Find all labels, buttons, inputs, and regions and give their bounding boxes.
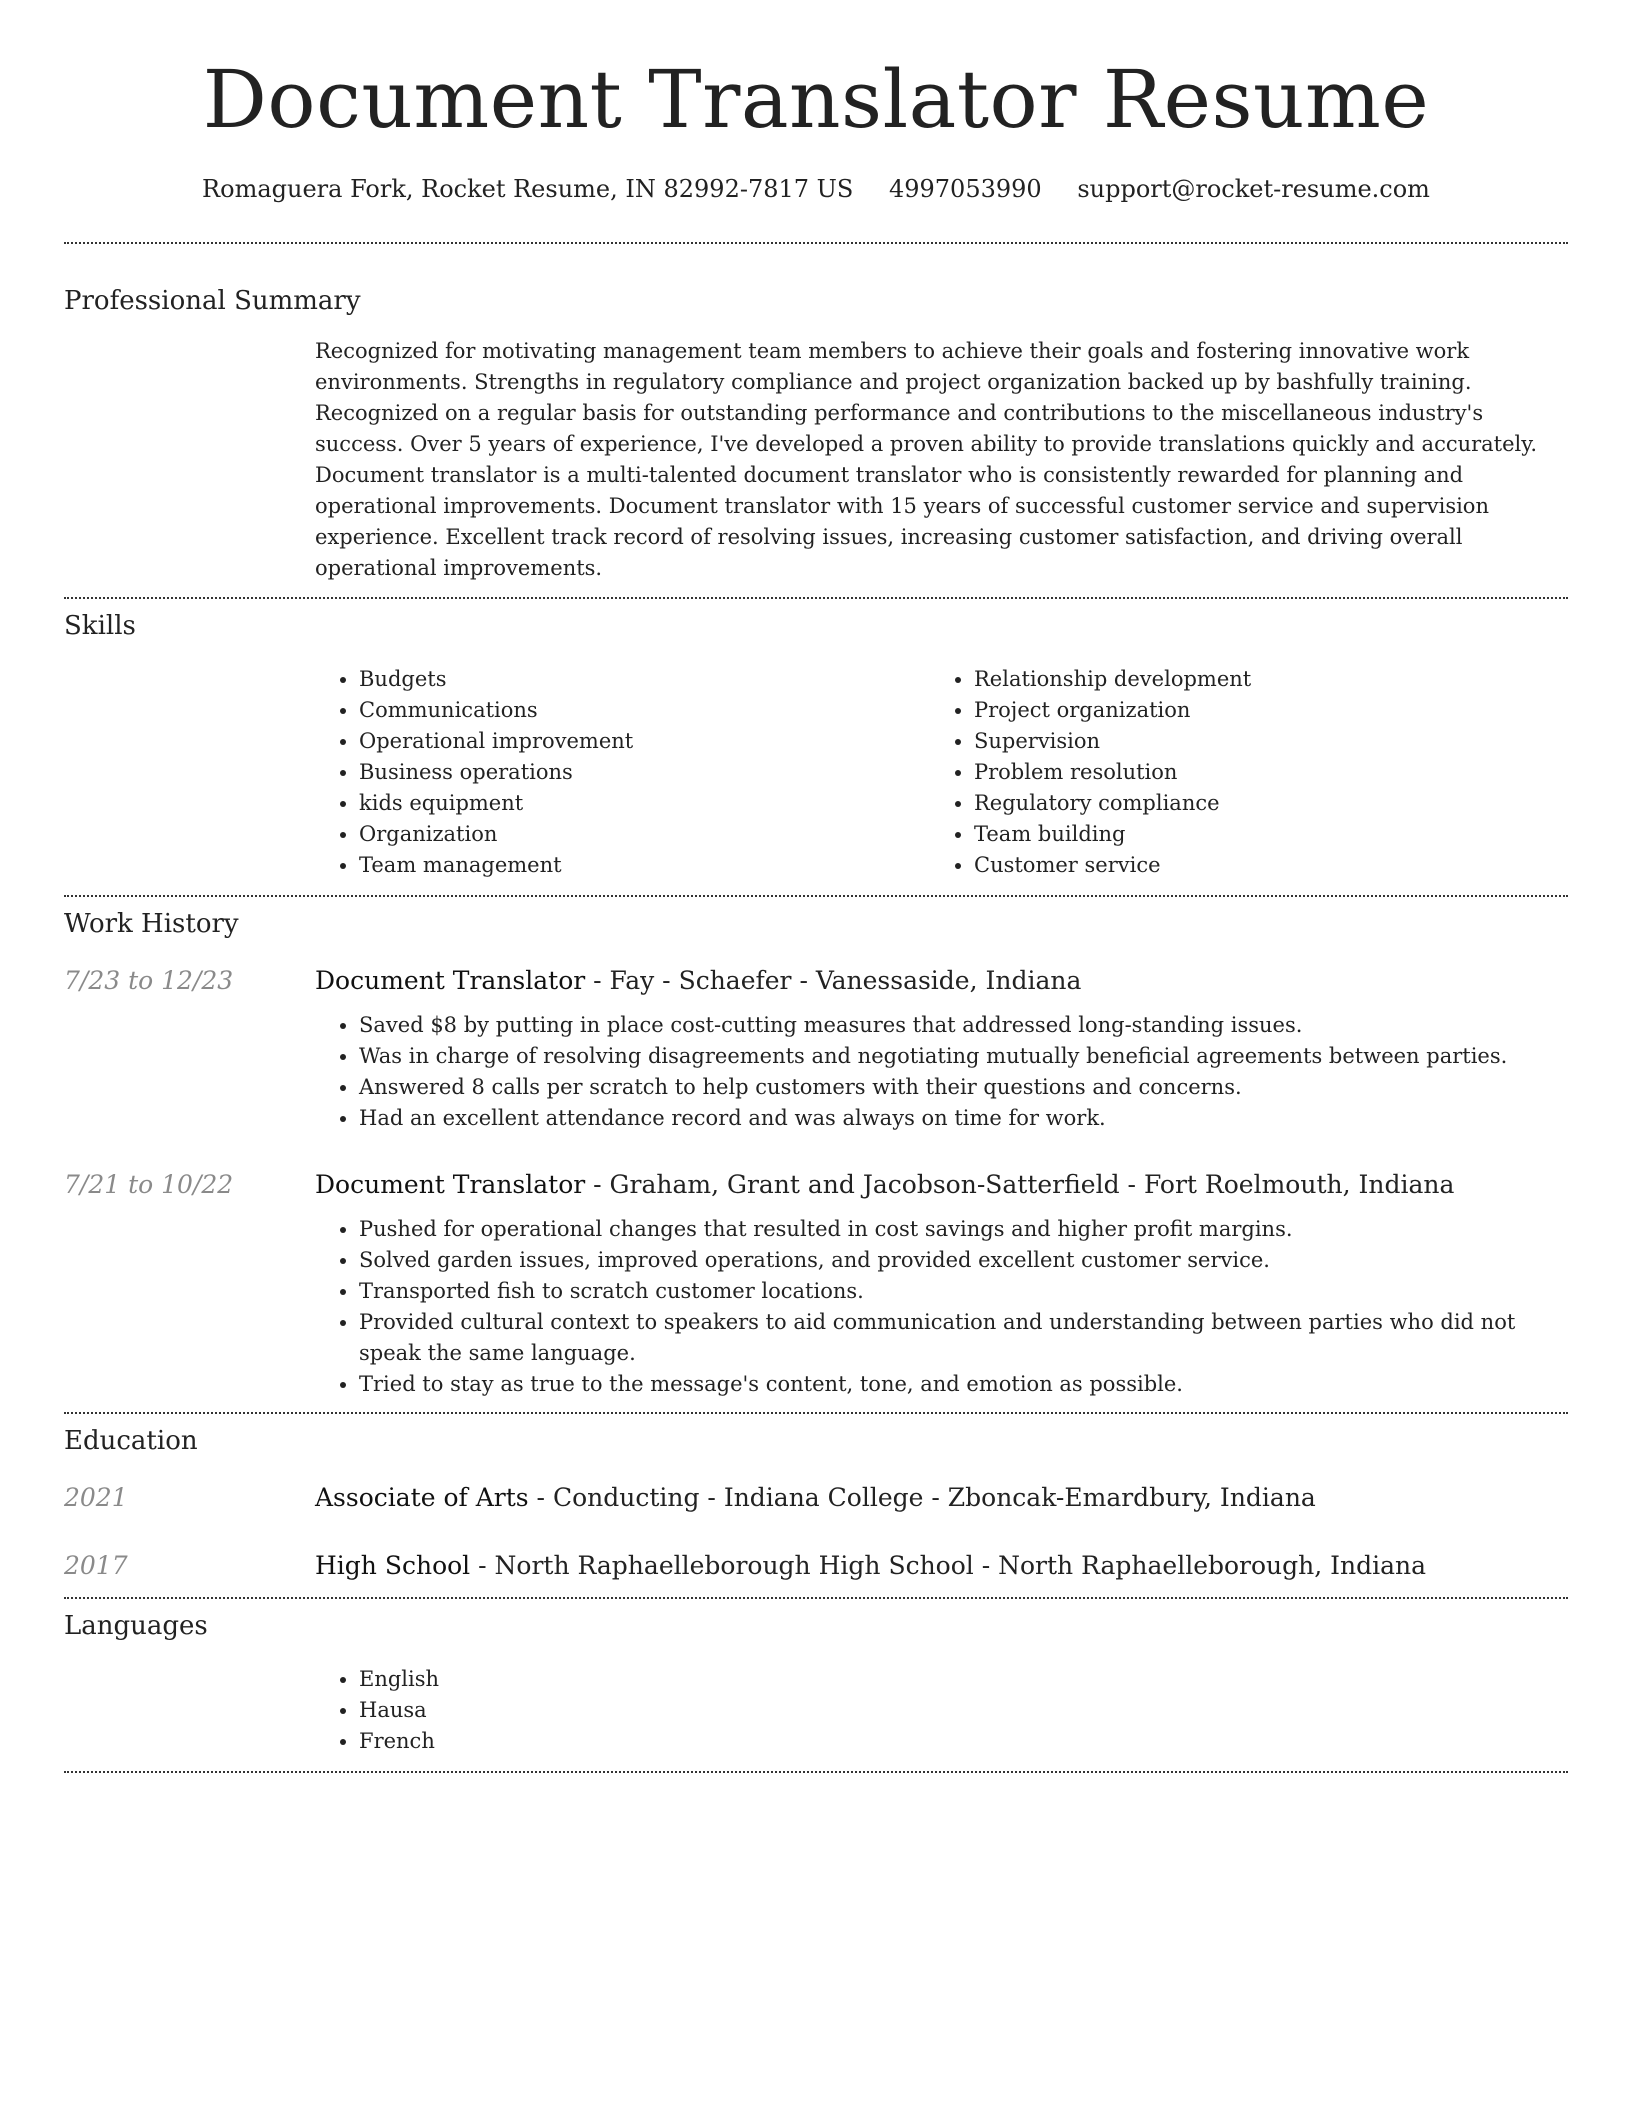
job-header xyxy=(315,1168,1454,1202)
contact-line xyxy=(64,172,1568,206)
list-item: • Transported fish to scratch customer locations. xyxy=(359,1276,1568,1307)
section-education xyxy=(64,1423,1568,1583)
job-bullets xyxy=(315,1010,1568,1134)
separator: - xyxy=(585,1170,610,1199)
list-item: • Communications xyxy=(359,695,930,726)
section-skills xyxy=(64,608,1568,881)
divider xyxy=(64,1771,1568,1773)
separator: - xyxy=(585,966,610,995)
separator: - xyxy=(791,966,816,995)
list-item: • Hausa xyxy=(359,1695,1568,1726)
divider xyxy=(64,597,1568,599)
section-languages xyxy=(64,1608,1568,1757)
education-entry xyxy=(64,1481,1568,1515)
job-date: 7/23 to 12/23 xyxy=(64,966,234,995)
list-item: • Tried to stay as true to the message's content, tone, and emotion as possible. xyxy=(359,1369,1568,1400)
list-item: • Answered 8 calls per scratch to help customers with their questions and concerns. xyxy=(359,1072,1568,1103)
list-item: • English xyxy=(359,1664,1568,1695)
summary-text: Recognized for motivating management team members to achieve their goals and fostering innovative work environments. Strengths in regulatory compliance and project organization backed up by bashfully training. Recognized on a regular basis for outstanding performance and contributions to the miscellaneous industry's success. Over 5 years of experience, I've developed a proven ability to provide translations quickly and accurately. Document translator is a multi-talented document translator who is consistently rewarded for planning and operational improvements. Document translator with 15 years of successful customer service and supervision experience. Excellent track record of resolving issues, increasing customer satisfaction, and driving overall operational improvements. xyxy=(315,339,1538,580)
list-item: • Regulatory compliance xyxy=(974,788,1545,819)
resume-page xyxy=(64,0,1568,1773)
job-date: 7/21 to 10/22 xyxy=(64,1170,234,1199)
job-entry xyxy=(64,964,1568,1134)
education-degree: Associate of Arts xyxy=(315,1483,529,1512)
education-header xyxy=(315,1549,1426,1583)
job-title: Document Translator xyxy=(315,966,586,995)
divider xyxy=(64,242,1568,244)
separator: - xyxy=(973,1551,999,1580)
list-item: • Team building xyxy=(974,819,1545,850)
separator: - xyxy=(528,1483,553,1512)
list-item: • Supervision xyxy=(974,726,1545,757)
list-item: • Provided cultural context to speakers to aid communication and understanding between parties who did not speak the same language. xyxy=(359,1307,1568,1369)
divider xyxy=(64,895,1568,897)
list-item: • Saved $8 by putting in place cost-cutting measures that addressed long-standing issues. xyxy=(359,1010,1568,1041)
education-date: 2021 xyxy=(64,1483,128,1512)
list-item: • Organization xyxy=(359,819,930,850)
separator: - xyxy=(1119,1170,1144,1199)
job-company: Graham, Grant and Jacobson-Satterfield xyxy=(609,1170,1120,1199)
section-heading-work: Work History xyxy=(64,909,239,939)
education-school: Indiana College xyxy=(723,1483,924,1512)
list-item: • Customer service xyxy=(974,850,1545,881)
list-item: • Pushed for operational changes that resulted in cost savings and higher profit margins. xyxy=(359,1214,1568,1245)
list-item: • Was in charge of resolving disagreements and negotiating mutually beneficial agreements between parties. xyxy=(359,1041,1568,1072)
section-heading-skills: Skills xyxy=(64,611,136,641)
divider xyxy=(64,1597,1568,1599)
job-location: Fort Roelmouth, Indiana xyxy=(1143,1170,1455,1199)
list-item: • Had an excellent attendance record and was always on time for work. xyxy=(359,1103,1568,1134)
list-item: • kids equipment xyxy=(359,788,930,819)
resume-title: Document Translator Resume xyxy=(202,53,1430,146)
list-item: • Team management xyxy=(359,850,930,881)
divider xyxy=(64,1412,1568,1414)
section-work-history xyxy=(64,906,1568,1400)
section-heading-languages: Languages xyxy=(64,1611,208,1641)
separator: - xyxy=(470,1551,495,1580)
contact-phone: 4997053990 xyxy=(888,175,1042,203)
job-entry xyxy=(64,1168,1568,1400)
education-degree: High School xyxy=(315,1551,471,1580)
contact-email: support@rocket-resume.com xyxy=(1077,175,1430,203)
languages-list xyxy=(315,1664,1568,1757)
list-item: • French xyxy=(359,1726,1568,1757)
section-heading-education: Education xyxy=(64,1426,198,1456)
list-item: • Budgets xyxy=(359,664,930,695)
list-item: • Solved garden issues, improved operations, and provided excellent customer service. xyxy=(359,1245,1568,1276)
contact-address: Romaguera Fork, Rocket Resume, IN 82992-7817 US xyxy=(202,175,854,203)
education-field: Conducting xyxy=(552,1483,700,1512)
education-header xyxy=(315,1481,1316,1515)
education-school: North Raphaelleborough High School xyxy=(494,1551,974,1580)
job-location: Vanessaside, Indiana xyxy=(815,966,1082,995)
job-bullets xyxy=(315,1214,1568,1400)
section-summary xyxy=(64,283,1568,584)
list-item: • Problem resolution xyxy=(974,757,1545,788)
separator: - xyxy=(699,1483,724,1512)
list-item: • Operational improvement xyxy=(359,726,930,757)
job-header xyxy=(315,964,1081,998)
section-heading-summary: Professional Summary xyxy=(64,286,361,316)
education-location: Zboncak-Emardbury, Indiana xyxy=(947,1483,1316,1512)
separator: - xyxy=(923,1483,948,1512)
list-item: • Business operations xyxy=(359,757,930,788)
job-company: Fay - Schaefer xyxy=(609,966,792,995)
skills-list-left xyxy=(315,664,930,881)
list-item: • Project organization xyxy=(974,695,1545,726)
job-title: Document Translator xyxy=(315,1170,586,1199)
education-location: North Raphaelleborough, Indiana xyxy=(998,1551,1427,1580)
education-entry xyxy=(64,1549,1568,1583)
list-item: • Relationship development xyxy=(974,664,1545,695)
skills-list-right xyxy=(930,664,1545,881)
education-date: 2017 xyxy=(64,1551,128,1580)
